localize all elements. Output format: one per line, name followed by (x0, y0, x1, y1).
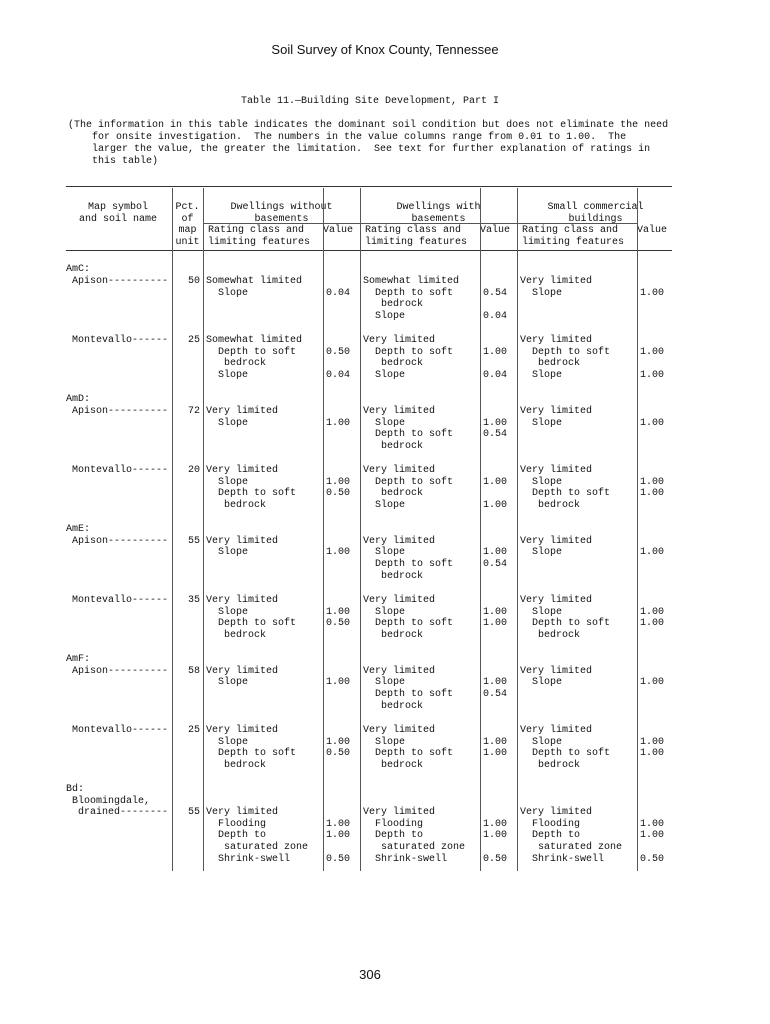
rating-value: 1.00 (640, 417, 665, 429)
rating-value: 0.54 (483, 559, 508, 571)
rating-value: 1.00 (640, 547, 665, 559)
rating-line: bedrock (363, 488, 424, 500)
rating-value: 1.00 (326, 606, 351, 618)
rating-line: Slope (363, 310, 406, 322)
rating-line: Slope (520, 476, 563, 488)
rating-value: 1.00 (640, 677, 665, 689)
intro-line: larger the value, the greater the limitation. See text for further explanation of ratings in (68, 144, 651, 155)
col-header-value: Value (637, 225, 668, 237)
rating-line: Depth to soft (206, 748, 297, 760)
rating-line: Slope (363, 677, 406, 689)
header-bottom-rule (66, 250, 672, 251)
rating-value: 0.50 (326, 618, 351, 630)
rating-value: 0.04 (483, 369, 508, 381)
rating-value: 1.00 (640, 476, 665, 488)
rating-line: Depth to soft (206, 346, 297, 358)
rating-line: Slope (363, 606, 406, 618)
rating-line: bedrock (520, 499, 581, 511)
rating-value: 1.00 (326, 677, 351, 689)
rating-line: Depth to soft (363, 618, 454, 630)
column-separator (203, 188, 204, 871)
page-number: 306 (359, 967, 381, 982)
rating-value: 1.00 (640, 369, 665, 381)
rating-value: 1.00 (483, 677, 508, 689)
soil-name: Montevallo------ (72, 724, 169, 736)
soil-name: Bloomingdale, (72, 795, 151, 807)
col-header-pct: map (178, 225, 197, 237)
rating-line: Depth to soft (363, 429, 454, 441)
rating-line: bedrock (206, 759, 267, 771)
intro-line: for onsite investigation. The numbers in the value columns range from 0.01 to 1.00. The (68, 132, 627, 143)
map-unit-symbol: AmC: (66, 264, 91, 276)
rating-line: Slope (520, 369, 563, 381)
rating-value: 1.00 (483, 830, 508, 842)
rating-line: Depth to soft (363, 476, 454, 488)
col-header-value: Value (323, 225, 354, 237)
rating-line: bedrock (520, 629, 581, 641)
rating-line: Depth to soft (520, 618, 611, 630)
rating-line: Very limited (206, 465, 279, 477)
rating-line: Very limited (363, 535, 436, 547)
rating-value: 1.00 (326, 476, 351, 488)
rating-line: bedrock (363, 700, 424, 712)
rating-value: 1.00 (640, 818, 665, 830)
rating-value: 1.00 (640, 606, 665, 618)
rating-line: bedrock (363, 570, 424, 582)
pct-of-map-unit: 35 (187, 595, 200, 606)
rating-line: Depth to soft (363, 559, 454, 571)
rating-value: 1.00 (640, 736, 665, 748)
rating-line: Slope (520, 287, 563, 299)
rating-value: 1.00 (640, 346, 665, 358)
col-header-dwellings-with: Dwellings with (396, 202, 481, 213)
column-separator (172, 188, 173, 871)
column-separator (323, 188, 324, 871)
col-header-rating: Rating class and (208, 225, 305, 237)
rating-line: Somewhat limited (206, 276, 303, 287)
col-header-rating: limiting features (522, 236, 625, 248)
rating-value: 0.50 (326, 748, 351, 760)
rating-line: bedrock (363, 299, 424, 311)
map-unit-symbol: AmE: (66, 524, 91, 536)
rating-line: Slope (206, 606, 249, 618)
rating-value: 0.04 (483, 310, 508, 322)
rating-value: 0.54 (483, 287, 508, 299)
rating-line: Very limited (363, 724, 436, 736)
soil-name: Montevallo------ (72, 335, 169, 347)
rating-line: Depth to soft (363, 346, 454, 358)
rating-line: Somewhat limited (206, 335, 303, 347)
rating-value: 1.00 (483, 818, 508, 830)
rating-line: Shrink-swell (206, 853, 291, 865)
rating-value: 1.00 (326, 818, 351, 830)
rating-line: Very limited (206, 807, 279, 819)
rating-line: Slope (206, 476, 249, 488)
rating-line: bedrock (520, 759, 581, 771)
rating-line: Shrink-swell (520, 853, 605, 865)
rating-value: 1.00 (483, 547, 508, 559)
rating-line: Very limited (520, 724, 593, 736)
rating-line: Depth to (363, 830, 424, 842)
rating-value: 0.54 (483, 688, 508, 700)
rating-value: 0.04 (326, 369, 351, 381)
soil-name: Montevallo------ (72, 595, 169, 606)
table-top-rule (66, 186, 672, 187)
col-header-dwellings-without: Dwellings without (230, 202, 333, 213)
rating-line: Very limited (363, 465, 436, 477)
rating-line: bedrock (206, 629, 267, 641)
rating-value: 1.00 (326, 736, 351, 748)
rating-line: Very limited (363, 807, 436, 819)
rating-value: 1.00 (483, 499, 508, 511)
rating-value: 1.00 (326, 547, 351, 559)
rating-line: Depth to soft (363, 287, 454, 299)
rating-value: 1.00 (640, 748, 665, 760)
rating-value: 1.00 (483, 346, 508, 358)
rating-line: Depth to soft (363, 748, 454, 760)
map-unit-symbol: Bd: (66, 784, 85, 796)
col-header-dwellings-with: basements (411, 213, 466, 225)
soil-name: Montevallo------ (72, 465, 169, 477)
rating-line: Depth to (520, 830, 581, 842)
rating-line: Slope (520, 736, 563, 748)
soil-name: Apison---------- (72, 535, 169, 547)
rating-line: Very limited (206, 665, 279, 677)
rating-line: Depth to soft (520, 748, 611, 760)
col-header-small-commercial: Small commercial (547, 202, 644, 213)
rating-line: Slope (363, 369, 406, 381)
rating-value: 1.00 (326, 830, 351, 842)
rating-line: Very limited (520, 465, 593, 477)
rating-value: 1.00 (483, 476, 508, 488)
rating-line: Very limited (206, 595, 279, 606)
rating-value: 0.50 (326, 346, 351, 358)
col-header-small-commercial: buildings (568, 213, 623, 225)
rating-line: Very limited (520, 535, 593, 547)
map-unit-symbol: AmD: (66, 394, 91, 406)
column-separator (637, 188, 638, 871)
col-header-pct: of (181, 213, 194, 225)
col-header-pct: Pct. (175, 202, 200, 213)
pct-of-map-unit: 50 (187, 276, 200, 287)
rating-value: 1.00 (640, 488, 665, 500)
intro-line: (The information in this table indicates the dominant soil condition but does not eliminate the need (68, 120, 669, 131)
rating-value: 0.54 (483, 429, 508, 441)
rating-line: Very limited (520, 665, 593, 677)
pct-of-map-unit: 25 (187, 335, 200, 347)
rating-line: Very limited (520, 405, 593, 417)
rating-line: bedrock (363, 629, 424, 641)
col-header-rating: limiting features (208, 236, 311, 248)
rating-line: Very limited (206, 724, 279, 736)
rating-value: 1.00 (483, 606, 508, 618)
rating-line: Slope (520, 547, 563, 559)
col-header-value: Value (480, 225, 511, 237)
rating-line: bedrock (363, 759, 424, 771)
rating-line: Slope (206, 417, 249, 429)
pct-of-map-unit: 20 (187, 465, 200, 477)
rating-line: Very limited (520, 807, 593, 819)
rating-line: saturated zone (363, 842, 466, 854)
rating-line: Very limited (520, 335, 593, 347)
rating-value: 0.50 (640, 853, 665, 865)
rating-line: Depth to soft (206, 488, 297, 500)
rating-value: 1.00 (640, 287, 665, 299)
rating-value: 1.00 (640, 830, 665, 842)
col-header-rating: limiting features (365, 236, 468, 248)
rating-line: Depth to soft (363, 688, 454, 700)
header-sub-rule (203, 223, 637, 224)
rating-line: Slope (520, 677, 563, 689)
rating-line: Very limited (363, 405, 436, 417)
rating-value: 1.00 (483, 417, 508, 429)
column-separator (480, 188, 481, 871)
rating-line: Flooding (520, 818, 581, 830)
rating-line: Very limited (363, 595, 436, 606)
rating-line: Somewhat limited (363, 276, 460, 287)
soil-name: Apison---------- (72, 276, 169, 287)
column-separator (517, 188, 518, 871)
rating-line: Slope (363, 547, 406, 559)
rating-line: Slope (206, 287, 249, 299)
pct-of-map-unit: 55 (187, 535, 200, 547)
rating-line: Slope (520, 606, 563, 618)
rating-value: 0.04 (326, 287, 351, 299)
rating-line: Very limited (520, 595, 593, 606)
rating-line: Slope (206, 547, 249, 559)
rating-line: Depth to (206, 830, 267, 842)
rating-line: Slope (363, 417, 406, 429)
col-header-map-symbol: and soil name (78, 213, 157, 225)
col-header-pct: unit (175, 236, 200, 248)
column-separator (360, 188, 361, 871)
rating-line: Slope (206, 369, 249, 381)
rating-value: 1.00 (483, 618, 508, 630)
rating-line: Slope (206, 736, 249, 748)
col-header-rating: Rating class and (365, 225, 462, 237)
rating-line: bedrock (363, 440, 424, 452)
soil-name: Apison---------- (72, 665, 169, 677)
rating-line: Depth to soft (206, 618, 297, 630)
pct-of-map-unit: 58 (187, 665, 200, 677)
map-unit-symbol: AmF: (66, 654, 91, 666)
pct-of-map-unit: 25 (187, 724, 200, 736)
rating-line: Very limited (206, 405, 279, 417)
col-header-rating: Rating class and (522, 225, 619, 237)
col-header-dwellings-without: basements (254, 213, 309, 225)
rating-line: Depth to soft (520, 488, 611, 500)
running-head: Soil Survey of Knox County, Tennessee (271, 42, 499, 57)
soil-name: drained-------- (72, 807, 169, 819)
rating-value: 1.00 (483, 748, 508, 760)
rating-value: 0.50 (483, 853, 508, 865)
rating-line: Depth to soft (520, 346, 611, 358)
rating-value: 0.50 (326, 488, 351, 500)
rating-line: Very limited (206, 535, 279, 547)
rating-line: bedrock (206, 358, 267, 370)
pct-of-map-unit: 55 (187, 807, 200, 819)
rating-line: Slope (520, 417, 563, 429)
table-title: Table 11.—Building Site Development, Part I (240, 96, 500, 107)
rating-line: bedrock (363, 358, 424, 370)
rating-line: saturated zone (206, 842, 309, 854)
pct-of-map-unit: 72 (187, 405, 200, 417)
rating-line: bedrock (520, 358, 581, 370)
rating-line: Very limited (520, 276, 593, 287)
rating-line: Slope (363, 736, 406, 748)
rating-line: Slope (206, 677, 249, 689)
rating-line: Very limited (363, 335, 436, 347)
rating-line: Slope (363, 499, 406, 511)
rating-line: Shrink-swell (363, 853, 448, 865)
intro-line: this table) (68, 156, 159, 167)
rating-line: saturated zone (520, 842, 623, 854)
rating-line: Flooding (363, 818, 424, 830)
col-header-map-symbol: Map symbol (87, 202, 148, 213)
rating-value: 0.50 (326, 853, 351, 865)
rating-line: bedrock (206, 499, 267, 511)
rating-value: 1.00 (326, 417, 351, 429)
rating-value: 1.00 (483, 736, 508, 748)
soil-name: Apison---------- (72, 405, 169, 417)
rating-line: Flooding (206, 818, 267, 830)
rating-value: 1.00 (640, 618, 665, 630)
rating-line: Very limited (363, 665, 436, 677)
